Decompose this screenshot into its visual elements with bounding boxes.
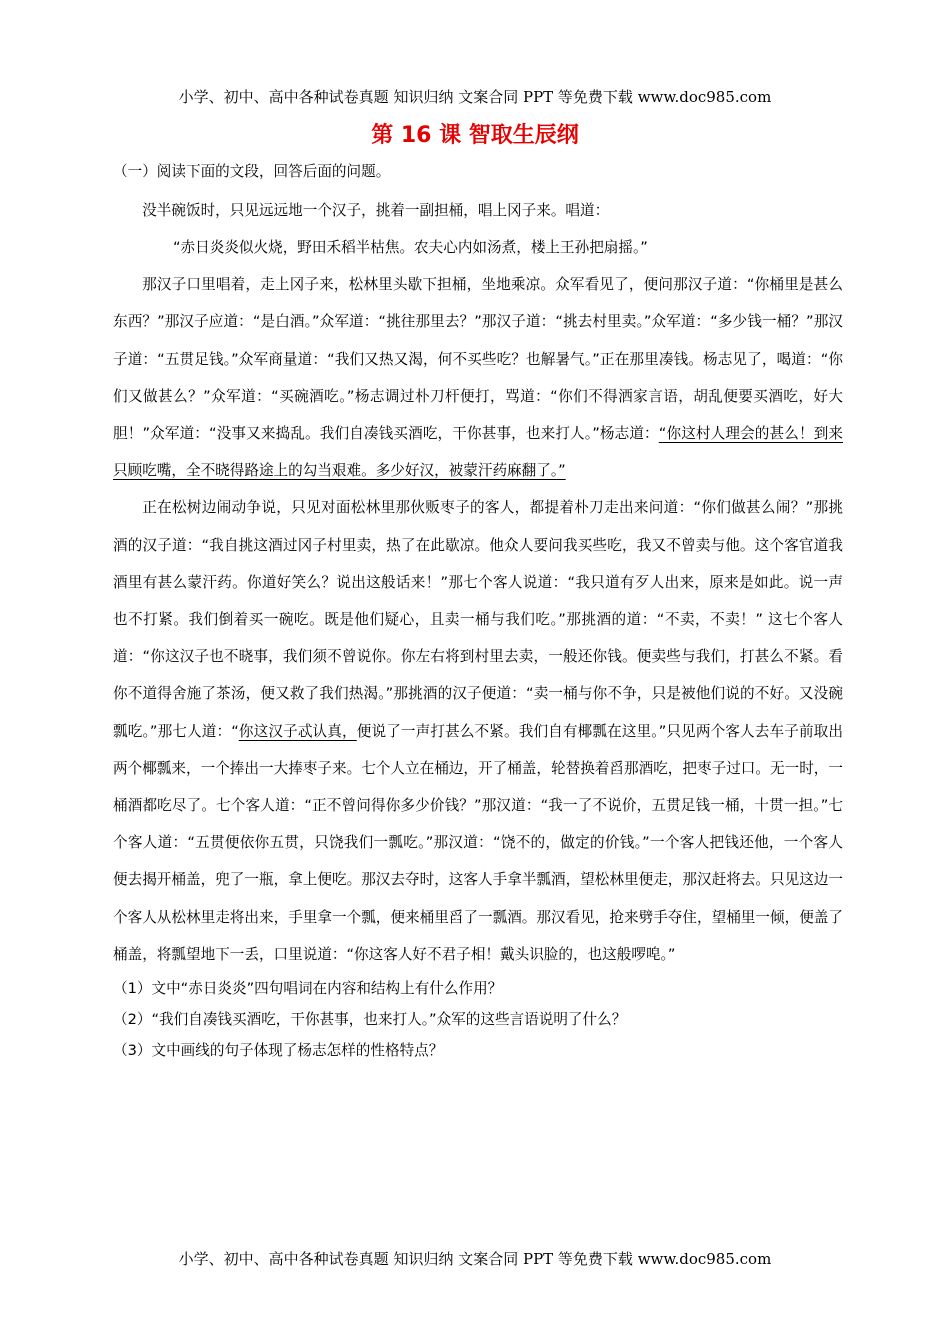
- underlined-sentence-2: 你这汉子忒认真，: [238, 722, 357, 740]
- paragraph-4-text-b: 便说了一声打甚么不紧。我们自有椰瓢在这里。”只见两个客人去车子前取出两个椰瓢来，一个捧出一大捧枣子来。七个人立在桶边，开了桶盖，轮替换着舀那酒吃，把枣子过口。无一时，一桶酒都吃尽了。七个客人道：“正不曾问得你多少价钱？”那汉道：“我一了不说价，五贯足钱一桶，十贯一担。”七个客人道：“五贯便依你五贯，只饶我们一瓢吃。”那汉道：“饶不的，做定的价钱。”一个客人把钱还他，一个客人便去揭开桶盖，兜了一瓶，拿上便吃。那汉去夺时，这客人手拿半瓢酒，望松林里便走，那汉赶将去。只见这边一个客人从松林里走将出来，手里拿一个瓢，便来桶里舀了一瓢酒。那汉看见，抢来劈手夺住，望桶里一倾，便盖了桶盖，将瓢望地下一丢，口里说道：“你这客人好不君子相！戴头识脸的，也这般啰唣。”: [113, 722, 843, 963]
- page-header: 小学、初中、高中各种试卷真题 知识归纳 文案合同 PPT 等免费下载 www.doc985.com: [178, 88, 772, 106]
- document-body: [113, 158, 843, 1066]
- paragraph-3-text: 那汉子口里唱着，走上冈子来，松林里头歇下担桶，坐地乘凉。众军看见了，便问那汉子道：“你桶里是甚么东西？”那汉子应道：“是白酒。”众军道：“挑往那里去？”那汉子道：“挑去村里卖。”众军道：“多少钱一桶？”那汉子道：“五贯足钱。”众军商量道：“我们又热又渴，何不买些吃？也解暑气。”正在那里凑钱。杨志见了，喝道：“你们又做甚么？”众军道：“买碗酒吃。”杨志调过朴刀杆便打，骂道：“你们不得洒家言语，胡乱便要买酒吃，好大胆！”众军道：“没事又来捣乱。我们自凑钱买酒吃，干你甚事，也来打人。”杨志道：: [113, 276, 843, 443]
- question-3: （3）文中画线的句子体现了杨志怎样的性格特点？: [113, 1042, 444, 1060]
- lesson-title: 第 16 课 智取生辰纲: [371, 123, 579, 148]
- poem-line: “赤日炎炎似火烧，野田禾稻半枯焦。农夫心内如汤煮，楼上王孙把扇摇。”: [173, 239, 648, 257]
- page-footer: 小学、初中、高中各种试卷真题 知识归纳 文案合同 PPT 等免费下载 www.doc985.com: [178, 1250, 772, 1268]
- question-2: （2）“我们自凑钱买酒吃，干你甚事，也来打人。”众军的这些言语说明了什么？: [113, 1011, 627, 1029]
- paragraph-4-text-a: 正在松树边闹动争说，只见对面松林里那伙贩枣子的客人，都提着朴刀走出来问道：“你们做甚么闹？”那挑酒的汉子道：“我自挑这酒过冈子村里卖，热了在此歇凉。他众人要问我买些吃，我又不曾卖与他。这个客官道我酒里有甚么蒙汗药。你道好笑么？说出这般话来！”那七个客人说道：“我只道有歹人出来，原来是如此。说一声也不打紧。我们倒着买一碗吃。既是他们疑心，且卖一桶与我们吃。”那挑酒的道：“不卖，不卖！” 这七个客人道：“你这汉子也不晓事，我们须不曾说你。你左右将到村里去卖，一般还你钱。便卖些与我们，打甚么不紧。看你不道得舍施了茶汤，便又救了我们热渴。”那挑酒的汉子便道：“卖一桶与你不争，只是被他们说的不好。又没碗瓢吃。”那七人道：“: [113, 499, 843, 740]
- paragraph-3: [113, 266, 843, 489]
- paragraph-1: 没半碗饭时，只见远远地一个汉子，挑着一副担桶，唱上冈子来。唱道：: [142, 202, 610, 219]
- paragraph-4: [113, 489, 843, 973]
- section-intro: （一）阅读下面的文段，回答后面的问题。: [113, 163, 391, 180]
- underlined-sentence-1: “你这村人理会的甚么！到来只顾吃嘴，全不晓得路途上的勾当艰难。多少好汉，被蒙汗药麻翻了。”: [113, 425, 844, 480]
- question-1: （1）文中“赤日炎炎”四句唱词在内容和结构上有什么作用？: [113, 980, 503, 998]
